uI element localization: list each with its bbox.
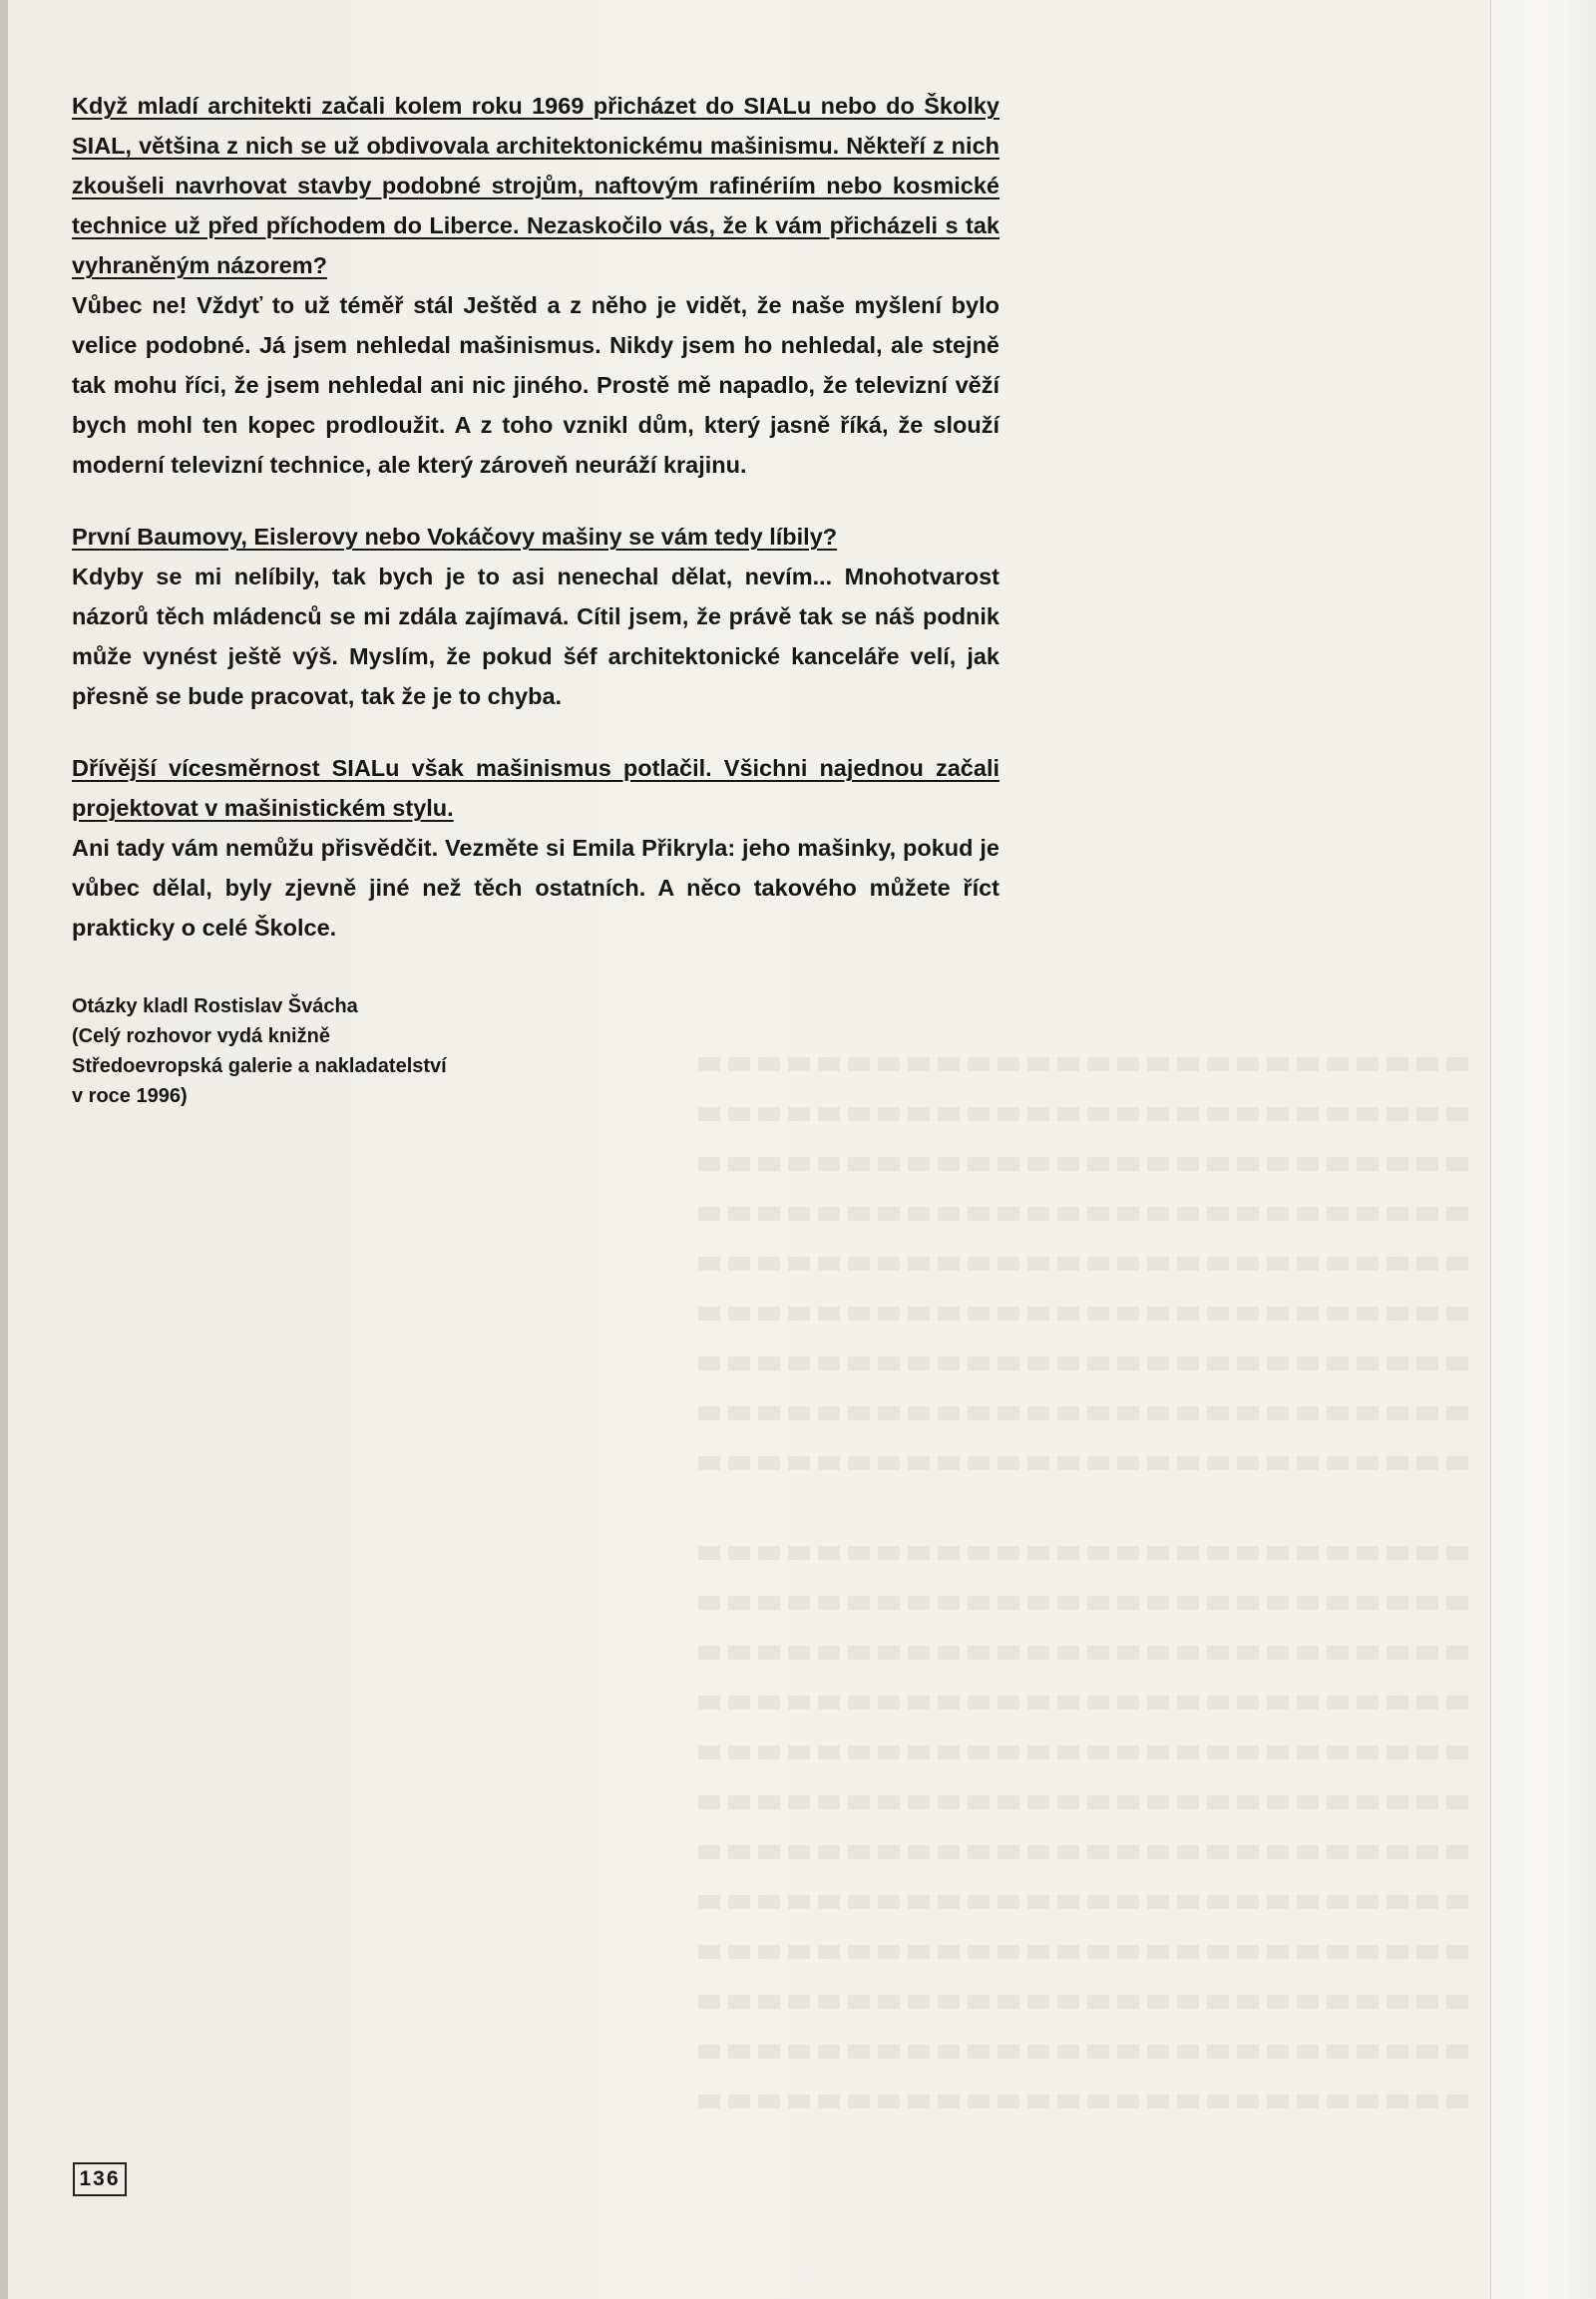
- show-through-line: [698, 1845, 1476, 1859]
- show-through-line: [698, 1696, 1476, 1710]
- interviewee-answer: Ani tady vám nemůžu přisvědčit. Vezměte si Emila Přikryla: jeho mašinky, pokud je vůbec dělal, byly zjevně jiné než těch ostatních. A něco takového můžete říct prakticky o celé Školce.: [72, 835, 999, 941]
- facing-page-edge: [1490, 0, 1596, 2299]
- interviewee-answer: Vůbec ne! Vždyť to už téměř stál Ještěd a z něho je vidět, že naše myšlení bylo velice podobné. Já jsem nehledal mašinismus. Nikdy jsem ho nehledal, ale stejně tak mohu říci, že jsem nehledal ani nic jiného. Prostě mě napadlo, že televizní věží bych mohl ten kopec prodloužit. A z toho vznikl dům, který jasně říká, že slouží moderní televizní technice, ale který zároveň neuráží krajinu.: [72, 292, 999, 478]
- show-through-line: [698, 1646, 1476, 1660]
- interview-article: [72, 86, 999, 1111]
- credits-line: v roce 1996): [72, 1085, 188, 1107]
- interview-exchange-1: [72, 86, 999, 485]
- show-through-line: [698, 1456, 1476, 1470]
- show-through-line: [698, 2095, 1476, 2108]
- credits-line: Otázky kladl Rostislav Švácha: [72, 995, 358, 1017]
- interviewer-question: Když mladí architekti začali kolem roku 1969 přicházet do SIALu nebo do Školky SIAL, většina z nich se už obdivovala architektonickému mašinismu. Někteří z nich zkoušeli navrhovat stavby podobné strojům, naftovým rafinériím nebo kosmické technice už před příchodem do Liberce. Nezaskočilo vás, že k vám přicházeli s tak vyhraněným názorem?: [72, 93, 999, 278]
- interview-exchange-2: [72, 517, 999, 716]
- interview-credits: [72, 991, 999, 1111]
- credits-line: (Celý rozhovor vydá knižně: [72, 1025, 330, 1047]
- show-through-line: [698, 1356, 1476, 1370]
- show-through-line: [698, 1207, 1476, 1221]
- show-through-line: [698, 1157, 1476, 1171]
- show-through-line: [698, 1546, 1476, 1560]
- interview-exchange-3: [72, 748, 999, 948]
- show-through-line: [698, 1596, 1476, 1610]
- show-through-line: [698, 2045, 1476, 2059]
- interviewer-question: První Baumovy, Eislerovy nebo Vokáčovy mašiny se vám tedy líbily?: [72, 524, 838, 550]
- show-through-line: [698, 1795, 1476, 1809]
- show-through-line: [698, 1257, 1476, 1271]
- show-through-line: [698, 1307, 1476, 1321]
- show-through-line: [698, 1895, 1476, 1909]
- page-number: 136: [73, 2162, 127, 2196]
- show-through-line: [698, 1995, 1476, 2009]
- page-left-edge: [0, 0, 8, 2299]
- interviewer-question: Dřívější vícesměrnost SIALu však mašinismus potlačil. Všichni najednou začali projektovat v mašinistickém stylu.: [72, 755, 999, 821]
- interviewee-answer: Kdyby se mi nelíbily, tak bych je to asi nenechal dělat, nevím... Mnohotvarost názorů těch mládenců se mi zdála zajímavá. Cítil jsem, že právě tak se náš podnik může vynést ještě výš. Myslím, že pokud šéf architektonické kanceláře velí, jak přesně se bude pracovat, tak že je to chyba.: [72, 564, 999, 709]
- show-through-line: [698, 1745, 1476, 1759]
- show-through-line: [698, 1406, 1476, 1420]
- credits-line: Středoevropská galerie a nakladatelství: [72, 1055, 447, 1077]
- show-through-line: [698, 1945, 1476, 1959]
